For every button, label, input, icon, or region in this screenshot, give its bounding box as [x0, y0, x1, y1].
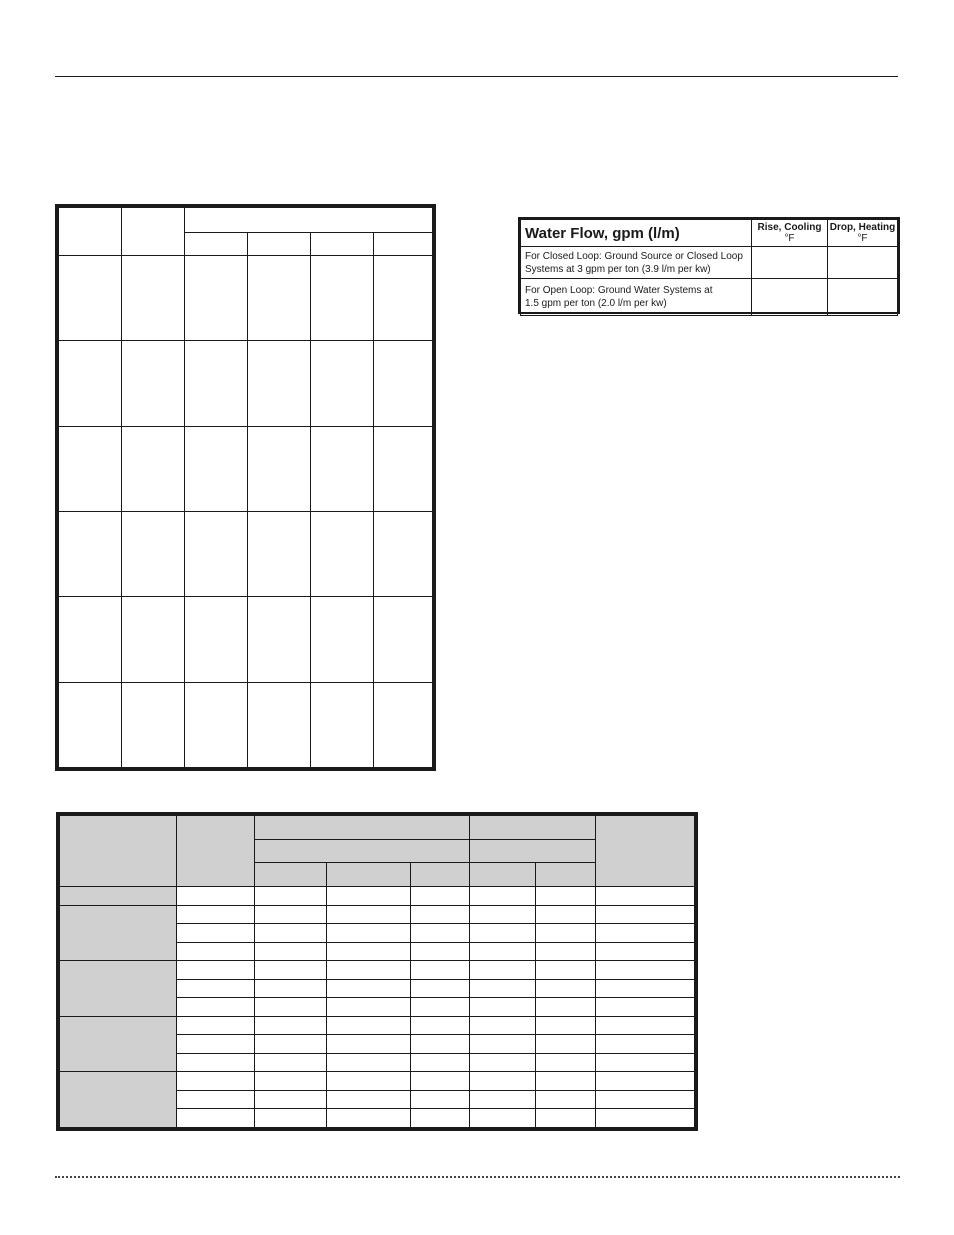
header-cell	[255, 816, 470, 840]
header-cell	[255, 839, 470, 863]
table-header-row	[59, 208, 433, 233]
header-cell	[536, 863, 596, 887]
closed-loop-label	[521, 247, 752, 279]
table-row	[60, 905, 695, 924]
header-cell	[59, 208, 122, 256]
header-cell	[248, 233, 311, 256]
open-loop-row	[521, 279, 898, 316]
open-loop-rise-cell	[752, 279, 828, 316]
header-cell	[374, 233, 433, 256]
table-row	[60, 1016, 695, 1035]
table-row	[59, 256, 433, 341]
header-cell	[60, 816, 177, 887]
table-row	[59, 426, 433, 511]
blank-data-table	[55, 204, 436, 771]
header-cell	[596, 816, 695, 887]
table-row	[59, 511, 433, 596]
header-cell	[185, 233, 248, 256]
header-cell	[185, 208, 433, 233]
water-flow-header: Water Flow, gpm (l/m)	[521, 220, 752, 247]
header-cell	[470, 816, 596, 840]
drop-heating-unit: °F	[857, 233, 868, 244]
open-loop-drop-cell	[828, 279, 898, 316]
table-row	[60, 961, 695, 980]
table-row	[59, 341, 433, 426]
header-cell	[255, 863, 327, 887]
open-loop-line1: For Open Loop: Ground Water Systems at	[525, 285, 713, 296]
header-cell	[411, 863, 470, 887]
closed-loop-row	[521, 247, 898, 279]
header-cell	[311, 233, 374, 256]
rise-cooling-label: Rise, Cooling	[757, 222, 822, 233]
table-row	[60, 887, 695, 906]
closed-loop-line1: For Closed Loop: Ground Source or Closed Loop	[525, 250, 743, 262]
blank-grouped-table	[56, 812, 698, 1131]
table-row	[59, 682, 433, 767]
header-cell	[177, 816, 255, 887]
closed-loop-rise-cell	[752, 247, 828, 279]
open-loop-line2: 1.5 gpm per ton (2.0 l/m per kw)	[525, 298, 667, 309]
closed-loop-line2: Systems at 3 gpm per ton (3.9 l/m per kw)	[525, 263, 711, 275]
water-flow-header-row	[521, 220, 898, 247]
rise-cooling-unit: °F	[784, 233, 795, 244]
bottom-dotted-rule	[55, 1176, 900, 1178]
table-row	[59, 597, 433, 682]
drop-heating-header	[828, 220, 898, 247]
header-cell	[327, 863, 411, 887]
table-row	[60, 1072, 695, 1091]
open-loop-label	[521, 279, 752, 316]
header-cell	[122, 208, 185, 256]
header-cell	[470, 863, 536, 887]
drop-heating-label: Drop, Heating	[829, 222, 896, 233]
rise-cooling-header	[752, 220, 828, 247]
water-flow-table	[518, 217, 900, 314]
closed-loop-drop-cell	[828, 247, 898, 279]
table-header-row	[60, 816, 695, 840]
header-cell	[470, 839, 596, 863]
top-rule	[55, 76, 898, 77]
